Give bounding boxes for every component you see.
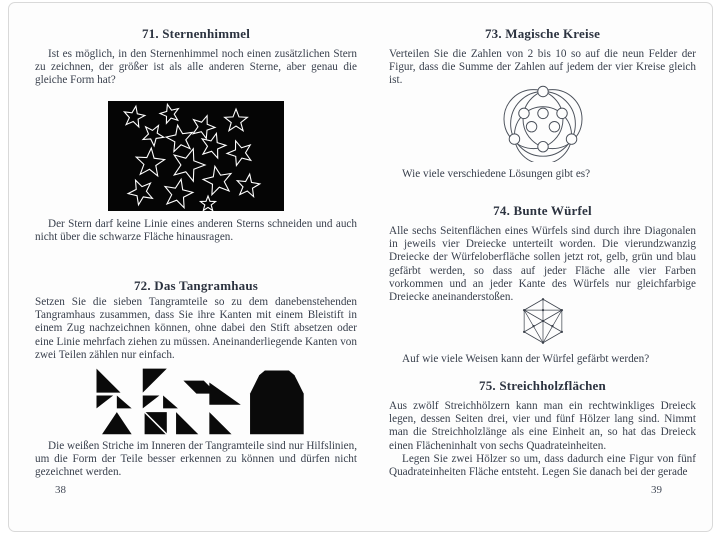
puzzle73-intro: Verteilen Sie die Zahlen von 2 bis 10 so auf die neun Felder der Figur, dass die Summe der Zahlen auf jedem der vier Kreise gleich ist. [389,48,696,87]
page-number-left: 38 [55,484,66,496]
puzzle75-title: 75. Streichholzflächen [479,378,606,393]
puzzle71-title: 71. Sternenhimmel [141,26,251,41]
puzzle71-note: Der Stern darf keine Linie eines anderen Sterns schneiden und auch nicht über die schwarze Fläche hinausragen. [35,218,357,244]
puzzle74-title: 74. Bunte Würfel [493,203,592,218]
puzzle74-question: Auf wie viele Weisen kann der Würfel gefärbt werden? [402,353,650,365]
puzzle75-intro: Aus zwölf Streichhölzern kann man ein rechtwinkliges Dreieck legen, dessen Seiten drei, vier und fünf Hölzer lang sind. Nimmt man die Streichholzlänge als eine Einheit an, so hat das Dreieck einen Flächeninhalt von sechs Quadrateinheiten. [389,400,696,452]
left-page [35,0,357,539]
puzzle73-title: 73. Magische Kreise [484,26,601,41]
puzzle71-intro: Ist es möglich, in den Sternenhimmel noch einen zusätzlichen Stern zu zeichnen, der größer ist als alle anderen Sterne, aber genau die gleiche Form hat? [35,48,357,87]
cube-diagonals-figure [514,292,572,350]
tangram-pieces-figure [65,364,350,438]
puzzle72-note: Die weißen Striche im Inneren der Tangramteile sind nur Hilfslinien, um die Form der Teile besser erkennen zu können und dürfen nicht gezeichnet werden. [35,440,357,479]
right-page [389,0,696,539]
puzzle75-para2: Legen Sie zwei Hölzer so um, dass dadurch eine Figur von fünf Quadrateinheiten Fläche entsteht. Legen Sie danach bei der gerade [389,452,696,479]
puzzle72-intro: Setzen Sie die sieben Tangramteile so zu dem danebenstehenden Tangramhaus zusammen, dass Sie ihre Kanten mit einem Bleistift in einem Zug nachzeichnen können, ohne dabei den Stift absetzen oder eine Linie mehrfach ziehen zu müssen. Aneinanderliegende Kanten von zwei Teilen zählen nur einfach. [35,296,357,361]
puzzle73-question: Wie viele verschiedene Lösungen gibt es? [402,168,591,180]
puzzle74-intro: Alle sechs Seitenflächen eines Würfels sind durch ihre Diagonalen in jeweils vier Dreiecke unterteilt worden. Die vierundzwanzig Dreiecke der Würfeloberfläche sollen jetzt rot, gelb, grün und blau gefärbt werden, so dass auf jeder Fläche alle vier Farben vorkommen und an jeder Kante des Würfels nur gleichfarbige Dreiecke aneinanderstoßen. [389,225,696,304]
page-number-right: 39 [651,484,662,496]
starry-sky-figure [108,101,284,211]
magic-circles-figure [484,80,602,162]
puzzle75-text [389,400,696,479]
puzzle72-title: 72. Das Tangramhaus [133,278,259,293]
